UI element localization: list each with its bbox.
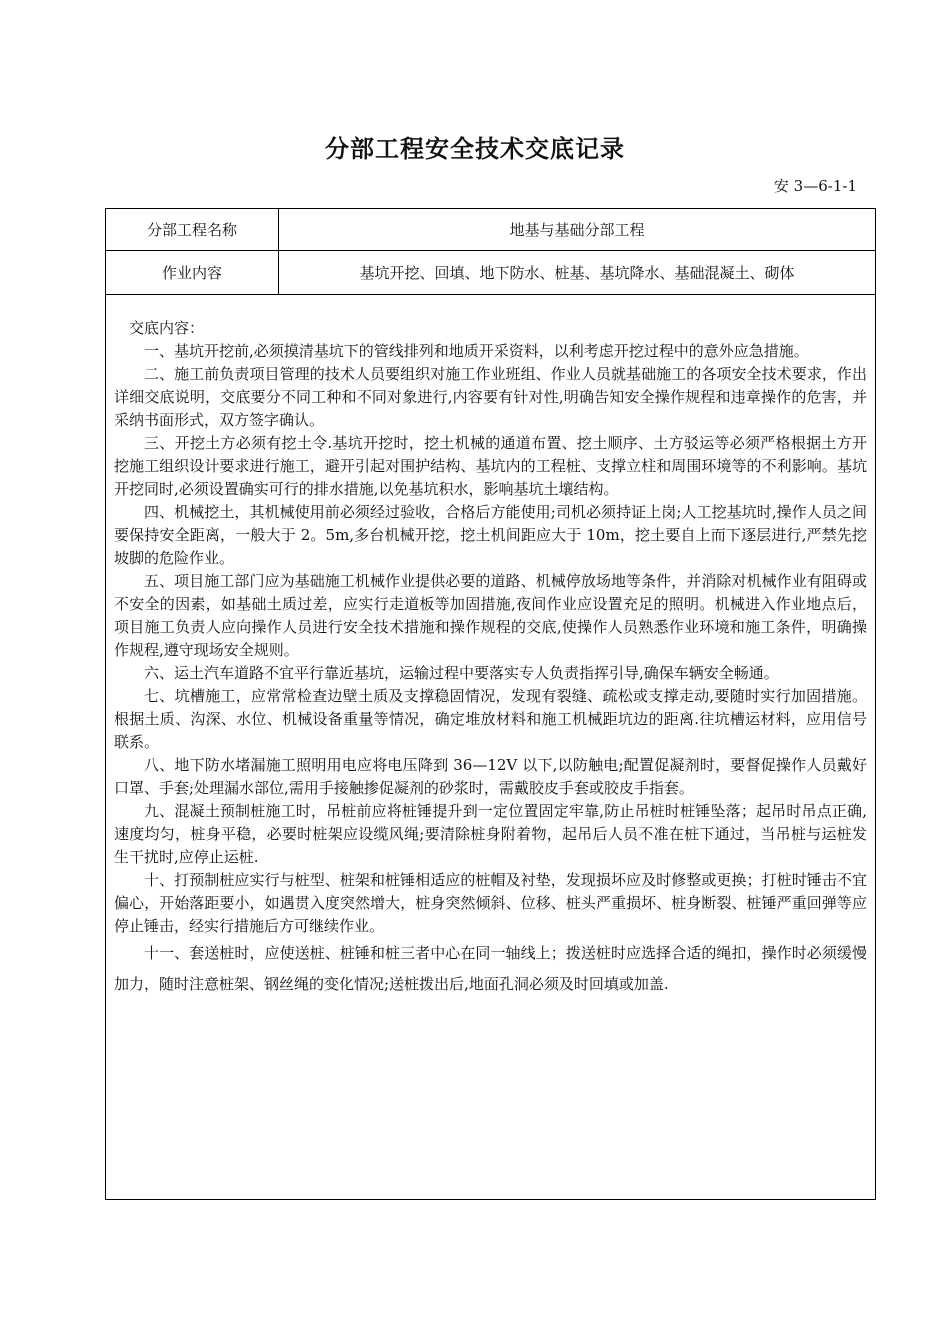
page-title: 分部工程安全技术交底记录 [325,135,625,163]
briefing-paragraph-9: 九、混凝土预制桩施工时，吊桩前应将桩锤提升到一定位置固定牢靠,防止吊桩时桩锤坠落；起吊时吊点正确,速度均匀，桩身平稳，必要时桩架应设缆风绳;要清除桩身附着物，起吊后人员不准在桩下通过，当吊桩与运桩发生干扰时,应停止运桩. [114,802,867,866]
project-name-value: 地基与基础分部工程 [509,221,645,239]
briefing-content [114,317,867,1000]
document-code: 安 3—6-1-1 [773,177,857,195]
briefing-heading: 交底内容： [129,319,205,337]
briefing-paragraph-3: 三、开挖土方必须有挖土令.基坑开挖时，挖土机械的通道布置、挖土顺序、土方驳运等必须严格根据土方开挖施工组织设计要求进行施工，避开引起对围护结构、基坑内的工程桩、支撑立柱和周围环境等的不利影响。基坑开挖同时,必须设置确实可行的排水措施,以免基坑积水，影响基坑土壤结构。 [114,434,867,498]
briefing-paragraph-8: 八、地下防水堵漏施工照明用电应将电压降到 36—12V 以下,以防触电;配置促凝剂时，要督促操作人员戴好口罩、手套;处理漏水部位,需用手接触掺促凝剂的砂浆时，需戴胶皮手套或胶皮手指套。 [114,756,867,797]
briefing-paragraph-4: 四、机械挖土，其机械使用前必须经过验收，合格后方能使用;司机必须持证上岗;人工挖基坑时,操作人员之间要保持安全距离，一般大于 2。5m,多台机械开挖，挖土机间距应大于 10m，挖土要自上而下逐层进行,严禁先挖坡脚的危险作业。 [114,503,867,567]
briefing-paragraph-7: 七、坑槽施工，应常常检查边壁土质及支撑稳固情况，发现有裂缝、疏松或支撑走动,要随时实行加固措施。根据土质、沟深、水位、机械设备重量等情况，确定堆放材料和施工机械距坑边的距离.往坑槽运材料，应用信号联系。 [114,687,867,751]
briefing-paragraph-1: 一、基坑开挖前,必须摸清基坑下的管线排列和地质开采资料，以利考虑开挖过程中的意外应急措施。 [144,342,809,360]
briefing-paragraph-2: 二、施工前负责项目管理的技术人员要组织对施工作业班组、作业人员就基础施工的各项安全技术要求，作出详细交底说明，交底要分不同工种和不同对象进行,内容要有针对性,明确告知安全操作规程和违章操作的危害，并采纳书面形式，双方签字确认。 [114,365,867,429]
briefing-paragraph-10: 十、打预制桩应实行与桩型、桩架和桩锤相适应的桩帽及衬垫，发现损坏应及时修整或更换；打桩时锤击不宜偏心，开始落距要小，如遇贯入度突然增大，桩身突然倾斜、位移、桩头严重损坏、桩身断裂、桩锤严重回弹等应停止锤击，经实行措施后方可继续作业。 [114,871,867,935]
briefing-paragraph-5: 五、项目施工部门应为基础施工机械作业提供必要的道路、机械停放场地等条件，并消除对机械作业有阻碍或不安全的因素，如基础土质过差，应实行走道板等加固措施,夜间作业应设置充足的照明。机械进入作业地点后，项目施工负责人应向操作人员进行安全技术措施和操作规程的交底,使操作人员熟悉作业环境和施工条件，明确操作规程,遵守现场安全规则。 [114,572,867,659]
briefing-paragraph-6: 六、运土汽车道路不宜平行靠近基坑，运输过程中要落实专人负责指挥引导,确保车辆安全畅通。 [144,664,779,682]
project-name-label: 分部工程名称 [106,209,279,250]
briefing-paragraph-11: 十一、套送桩时，应使送桩、桩锤和桩三者中心在同一轴线上；拨送桩时应选择合适的绳扣，操作时必须缓慢加力，随时注意桩架、钢丝绳的变化情况;送桩拨出后,地面孔洞必须及时回填或加盖. [114,944,867,993]
work-content-value: 基坑开挖、回填、地下防水、桩基、基坑降水、基础混凝土、砌体 [359,264,795,282]
work-content-label: 作业内容 [106,251,279,294]
record-table [105,208,876,1200]
table-row-work-content [106,251,875,295]
table-row-project-name [106,209,875,251]
